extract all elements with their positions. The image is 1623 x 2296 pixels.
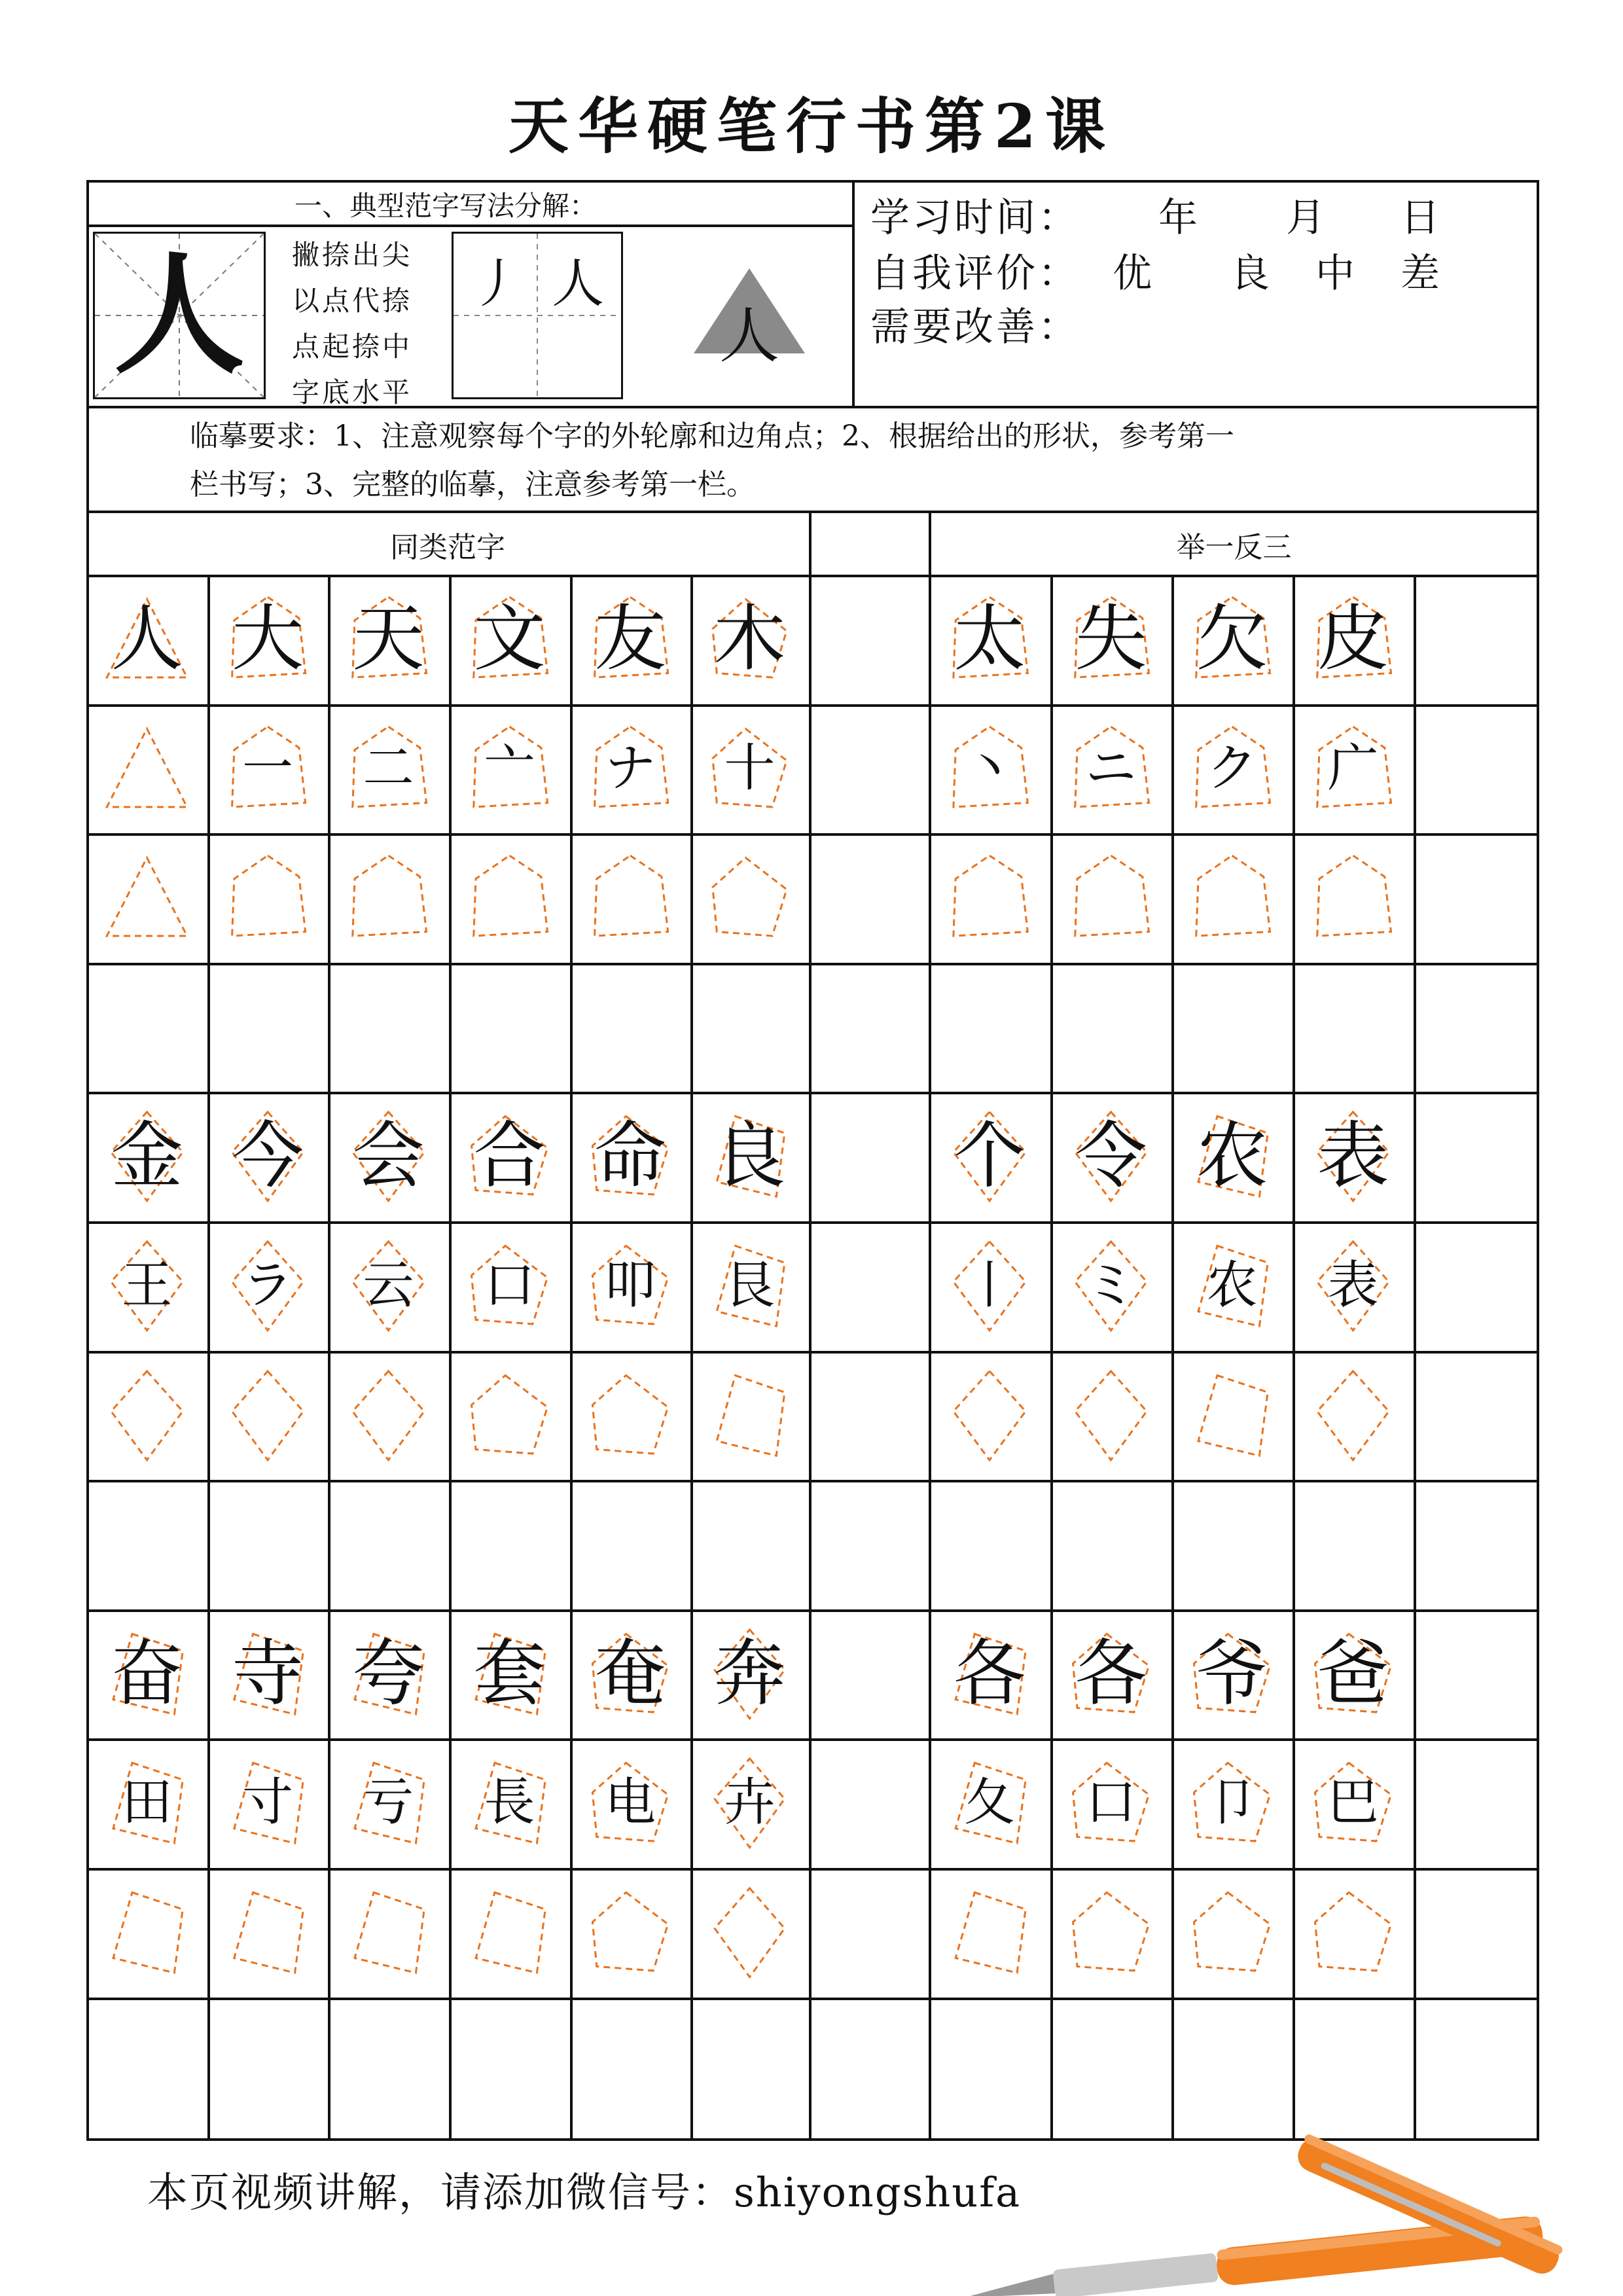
fountain-pen-icon bbox=[955, 2113, 1597, 2296]
shape-guide-outline bbox=[215, 845, 320, 951]
requirement-line: 栏书写；3、完整的临摹，注意参考第一栏。 bbox=[190, 468, 755, 501]
grid-row-line bbox=[86, 1351, 1539, 1354]
shape-guide-outline bbox=[215, 1880, 320, 1986]
practice-char: 二 bbox=[363, 738, 414, 798]
practice-char: 亠 bbox=[484, 738, 535, 798]
practice-char: 寸 bbox=[241, 1773, 293, 1833]
practice-char: 爸 bbox=[1317, 1631, 1389, 1715]
practice-char: 个 bbox=[954, 1114, 1026, 1198]
practice-char: ミ bbox=[1085, 1256, 1137, 1315]
practice-char: 奄 bbox=[594, 1631, 666, 1715]
practice-char: 人 bbox=[111, 597, 183, 681]
shape-guide-outline bbox=[698, 1880, 801, 1986]
practice-char: 太 bbox=[954, 597, 1026, 681]
study-time-label: 学习时间： bbox=[870, 195, 1080, 241]
grade-option: 中 bbox=[1315, 251, 1357, 296]
year-label: 年 bbox=[1158, 195, 1200, 241]
tip-item: 以点代捺 bbox=[292, 285, 413, 317]
practice-char: 十 bbox=[724, 738, 776, 798]
practice-char: 广 bbox=[1327, 738, 1379, 798]
practice-char: 失 bbox=[1075, 597, 1147, 681]
shape-guide-outline bbox=[94, 845, 200, 951]
practice-char: 会 bbox=[352, 1114, 425, 1198]
shape-guide-outline bbox=[94, 1880, 200, 1986]
practice-char: 文 bbox=[473, 597, 546, 681]
grid-row-line bbox=[86, 1998, 1539, 2000]
shape-guide-outline bbox=[94, 716, 200, 822]
tips-list bbox=[292, 232, 412, 416]
practice-char: 良 bbox=[713, 1114, 786, 1198]
shape-guide-outline bbox=[578, 845, 683, 951]
practice-char: ラ bbox=[241, 1256, 293, 1315]
practice-char: 令 bbox=[1075, 1114, 1147, 1198]
practice-char: 夸 bbox=[352, 1631, 425, 1715]
practice-char: 大 bbox=[232, 597, 304, 681]
stroke-box bbox=[452, 232, 623, 399]
section-label: 一、典型范字写法分解： bbox=[294, 190, 597, 222]
practice-char: 一 bbox=[241, 738, 293, 798]
shape-guide-outline bbox=[698, 845, 801, 951]
shape-guide-outline bbox=[336, 1363, 441, 1469]
practice-char: 各 bbox=[1075, 1631, 1147, 1715]
practice-char: 云 bbox=[363, 1256, 414, 1315]
practice-char: ナ bbox=[604, 738, 656, 798]
practice-char: 口 bbox=[484, 1256, 535, 1315]
practice-char: ニ bbox=[1085, 738, 1137, 798]
divider bbox=[86, 511, 1539, 513]
divider bbox=[86, 224, 852, 227]
practice-char: 套 bbox=[473, 1631, 546, 1715]
practice-char: 合 bbox=[473, 1114, 546, 1198]
practice-char: 丨 bbox=[963, 1256, 1015, 1315]
tip-item: 字底水平 bbox=[292, 376, 413, 408]
footer-note: 本页视频讲解，请添加微信号：shiyongshufa bbox=[147, 2168, 1022, 2216]
grade-option: 优 bbox=[1113, 251, 1154, 296]
shape-guide-outline bbox=[215, 1363, 320, 1469]
grid-row-line bbox=[86, 1480, 1539, 1482]
practice-char: 今 bbox=[232, 1114, 304, 1198]
grid-row-line bbox=[86, 963, 1539, 965]
practice-char: 金 bbox=[111, 1114, 183, 1198]
day-label: 日 bbox=[1400, 195, 1442, 241]
shape-guide-outline bbox=[698, 1363, 801, 1469]
shape-guide-outline bbox=[94, 1363, 200, 1469]
practice-char: 奋 bbox=[111, 1631, 183, 1715]
divider bbox=[852, 180, 855, 406]
tip-item: 点起捺中 bbox=[292, 331, 413, 363]
practice-char: ク bbox=[1206, 738, 1258, 798]
shape-guide-outline bbox=[578, 1363, 683, 1469]
practice-char: 夂 bbox=[963, 1773, 1015, 1833]
shape-guide-outline bbox=[1179, 1363, 1285, 1469]
shape-guide-outline bbox=[457, 1363, 562, 1469]
practice-char: 田 bbox=[121, 1773, 173, 1833]
shape-guide-outline bbox=[936, 845, 1043, 951]
shape-guide-outline bbox=[936, 1363, 1043, 1469]
shape-guide-outline bbox=[578, 1880, 683, 1986]
shape-guide-outline bbox=[1300, 1880, 1406, 1986]
shape-guide-outline bbox=[1058, 1363, 1164, 1469]
practice-char: 艮 bbox=[724, 1256, 776, 1315]
stroke-right: 人 bbox=[552, 253, 604, 314]
practice-char: 寺 bbox=[232, 1631, 304, 1715]
grid-row-line bbox=[86, 833, 1539, 836]
shape-guide-outline bbox=[457, 1880, 562, 1986]
practice-char: 爷 bbox=[1196, 1631, 1268, 1715]
month-label: 月 bbox=[1286, 195, 1328, 241]
practice-char: 王 bbox=[121, 1256, 173, 1315]
header-same-type: 同类范字 bbox=[390, 531, 505, 564]
grade-option: 良 bbox=[1230, 251, 1272, 296]
practice-char: 長 bbox=[484, 1773, 535, 1833]
triangle-char: 人 bbox=[719, 301, 779, 371]
shape-guide-outline bbox=[457, 845, 562, 951]
self-eval-label: 自我评价： bbox=[870, 251, 1080, 296]
header-extension: 举一反三 bbox=[1176, 531, 1292, 564]
shape-guide-outline bbox=[1058, 1880, 1164, 1986]
practice-char: 命 bbox=[594, 1114, 666, 1198]
practice-char: 表 bbox=[1327, 1256, 1379, 1315]
shape-guide-outline bbox=[1179, 1880, 1285, 1986]
practice-char: 巴 bbox=[1327, 1773, 1379, 1833]
practice-char: 皮 bbox=[1317, 597, 1389, 681]
stroke-left: 丿 bbox=[470, 253, 522, 314]
shape-guide-outline bbox=[1058, 845, 1164, 951]
practice-char: 木 bbox=[713, 597, 786, 681]
shape-guide-outline bbox=[336, 1880, 441, 1986]
main-char-box bbox=[93, 232, 266, 399]
practice-char: 农 bbox=[1196, 1114, 1268, 1198]
shape-guide-outline bbox=[1179, 845, 1285, 951]
practice-char: 卉 bbox=[724, 1773, 776, 1833]
page-title: 天华硬笔行书第2课 bbox=[508, 91, 1115, 162]
grid-col-line bbox=[1414, 575, 1416, 2141]
practice-char: 丶 bbox=[963, 738, 1015, 798]
practice-char: 表 bbox=[1317, 1114, 1389, 1198]
tip-item: 撇捺出尖 bbox=[292, 239, 413, 271]
practice-char: 欠 bbox=[1196, 597, 1268, 681]
practice-char: 卩 bbox=[1206, 1773, 1258, 1833]
practice-char: 亏 bbox=[363, 1773, 414, 1833]
shape-guide-outline bbox=[1300, 1363, 1406, 1469]
divider bbox=[809, 511, 812, 575]
practice-char: 电 bbox=[604, 1773, 656, 1833]
improve-label: 需要改善： bbox=[870, 304, 1080, 350]
shape-guide-outline bbox=[1300, 845, 1406, 951]
grade-option: 差 bbox=[1400, 251, 1442, 296]
practice-char: 各 bbox=[954, 1631, 1026, 1715]
shape-guide-outline bbox=[336, 845, 441, 951]
grid-row-line bbox=[86, 1868, 1539, 1871]
practice-char: 奔 bbox=[713, 1631, 786, 1715]
practice-char: 农 bbox=[1206, 1256, 1258, 1315]
practice-char: 友 bbox=[594, 597, 666, 681]
main-char: 人 bbox=[113, 238, 245, 392]
shape-guide-outline bbox=[936, 1880, 1043, 1986]
practice-char: 天 bbox=[352, 597, 425, 681]
practice-char: 口 bbox=[1085, 1773, 1137, 1833]
practice-char: 叩 bbox=[604, 1256, 656, 1315]
requirement-line: 临摹要求：1、注意观察每个字的外轮廓和边角点；2、根据给出的形状，参考第一 bbox=[190, 420, 1234, 453]
grid-col-line bbox=[809, 575, 812, 2141]
